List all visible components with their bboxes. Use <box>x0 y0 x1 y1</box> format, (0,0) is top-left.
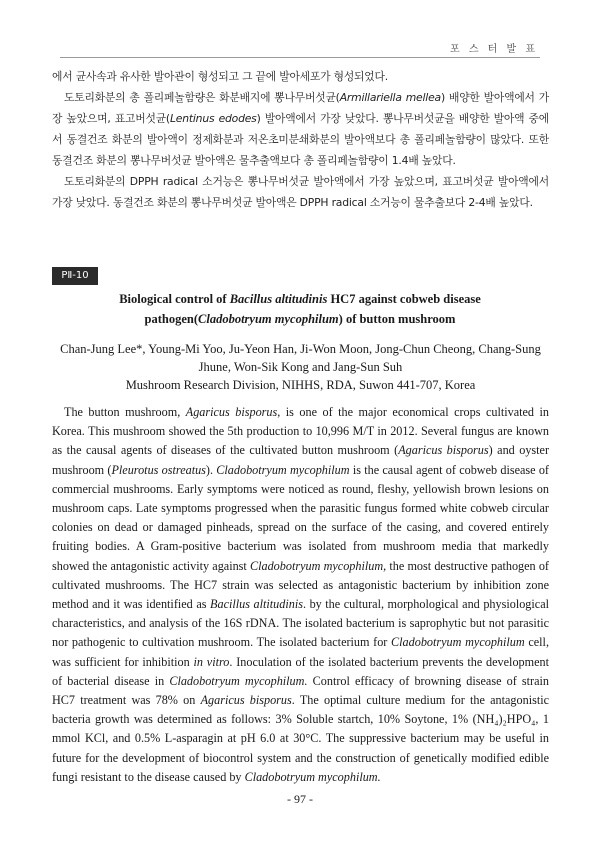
species-name: Cladobotryum mycophilum, <box>249 558 387 573</box>
title-text: pathogen( <box>144 312 199 326</box>
abstract-text: . The optimal culture medium for the antagonistic bacteria growth was determined as follows: 3% Soluble startch, 10% Soytone, 1% (NH₄)₂HPO₄, 1 mmol KCl, and 0.5% L-asparagin at pH 6.0 at 30°C. The suppressive bacterium may be useful in future for the development of biocontrol system and the construction of genetically modified edible fungi resistant to the disease caused by <box>52 693 550 784</box>
header-divider <box>60 57 540 58</box>
title-species: Cladobotryum mycophilum <box>198 312 339 326</box>
title-text: Biological control of <box>119 292 230 306</box>
title-text: ) of button mushroom <box>338 312 456 326</box>
poster-code-badge: PⅡ-10 <box>52 267 98 285</box>
abstract <box>52 403 549 787</box>
species-name: Agaricus bisporus <box>200 693 292 708</box>
abstract-text: ). <box>205 462 217 477</box>
abstract-text: the most destructive pathogen of cultivated mushrooms. The HC7 strain was selected as antagonistic bacterium by inhibition zone method and it was identified as <box>52 558 549 612</box>
species-name: Cladobotryum mycophilum <box>216 462 350 477</box>
korean-paragraph-1: 에서 균사속과 유사한 발아관이 형성되고 그 끝에 발아세포가 형성되었다. <box>52 70 388 83</box>
paper-title <box>60 289 540 329</box>
abstract-text: , is one of the major economical crops cultivated in Korea. This mushroom showed the 5th production to 10,996 M/T in 2012. Several fungus are known as the causal agents of diseases of the cultivated button mushroom ( <box>52 405 549 458</box>
section-header-label: 포 스 터 발 표 <box>449 44 538 55</box>
species-name: Cladobotryum mycophilum <box>391 635 525 650</box>
species-name: Armillariella mellea <box>339 91 441 104</box>
latin-term: in vitro <box>193 654 230 669</box>
abstract-text: is the causal agent of cobweb disease of commercial mushrooms. Early symptoms were noticed as round, fleshy, yellowish brown lesions on mushroom caps. Late symptoms progressed when the parasitic fungus formed white cobweb circular colonies on dead or damaged pinheads, spread on the surface of the casing, and covered entirely fruiting bodies. A Gram-positive bacterium was isolated from mushroom media that markedly showed the antagonistic activity against <box>52 462 549 573</box>
affiliation: Mushroom Research Division, NIHHS, RDA, Suwon 441-707, Korea <box>125 378 476 392</box>
abstract-text: ) and oyster mushroom ( <box>52 443 550 477</box>
species-name: Bacillus altitudinis <box>210 597 303 612</box>
species-name: Agaricus bisporus <box>185 405 278 419</box>
korean-text-block <box>52 66 549 213</box>
page-number: - 97 - <box>287 792 313 806</box>
species-name: Cladobotryum mycophilum. <box>169 673 308 688</box>
title-species: Bacillus altitudinis <box>229 292 328 306</box>
species-name: Agaricus bisporus <box>398 443 489 458</box>
title-text: HC7 against cobweb disease <box>327 292 481 306</box>
abstract-text: cell, was sufficient for inhibition <box>52 635 549 669</box>
abstract-text: Control efficacy of browning disease of strain HC7 treatment was 78% on <box>52 673 549 708</box>
species-name: Pleurotus ostreatus <box>111 462 206 477</box>
abstract-text: The button mushroom, <box>64 405 186 419</box>
authors-block <box>52 340 549 394</box>
korean-text: 도토리화분의 총 폴리페놀함량은 화분배지에 뽕나무버섯균( <box>64 91 340 104</box>
abstract-text: . Inoculation of the isolated bacterium prevents the development of bacterial disease in <box>52 654 549 688</box>
korean-text: ) 배양한 발아액에서 가장 높았으며, 표고버섯균( <box>52 91 550 125</box>
abstract-paragraph <box>52 403 549 787</box>
korean-paragraph-3: 도토리화분의 DPPH radical 소거능은 뽕나무버섯균 발아액에서 가장 높았으며, 표고버섯균 발아액에서 가장 낮았다. 동결건조 화분의 뽕나무버섯균 발아액은 DPPH radical 소거능이 물추출보다 2-4배 높았다. <box>52 175 549 209</box>
korean-paragraph-2 <box>52 87 549 171</box>
author-list: Chan-Jung Lee*, Young-Mi Yoo, Ju-Yeon Han, Ji-Won Moon, Jong-Chun Cheong, Chang-Sung Jhune, Won-Sik Kong and Jang-Sun Suh <box>60 342 541 374</box>
korean-text: ) 발아액에서 가장 낮았다. 뽕나무버섯균을 배양한 발아액 중에서 동결건조 화분의 발아액이 정제화분과 저온초미분쇄화분의 발아액보다 총 폴리페놀함량이 많았다. 또한 동결건조 화분의 뽕나무버섯균 발아액은 물추출액보다 총 폴리페놀함량이 1.4배 높았다. <box>52 112 549 167</box>
abstract-text: . by the cultural, morphological and physiological characteristics, and analysis of the 16S rDNA. The isolated bacterium is saprophytic but not parasitic nor pathogenic to cultivation mushroom. The isolated bacterium for <box>52 597 549 650</box>
species-name: Lentinus edodes <box>169 112 257 125</box>
species-name: Cladobotryum mycophilum. <box>244 769 381 784</box>
